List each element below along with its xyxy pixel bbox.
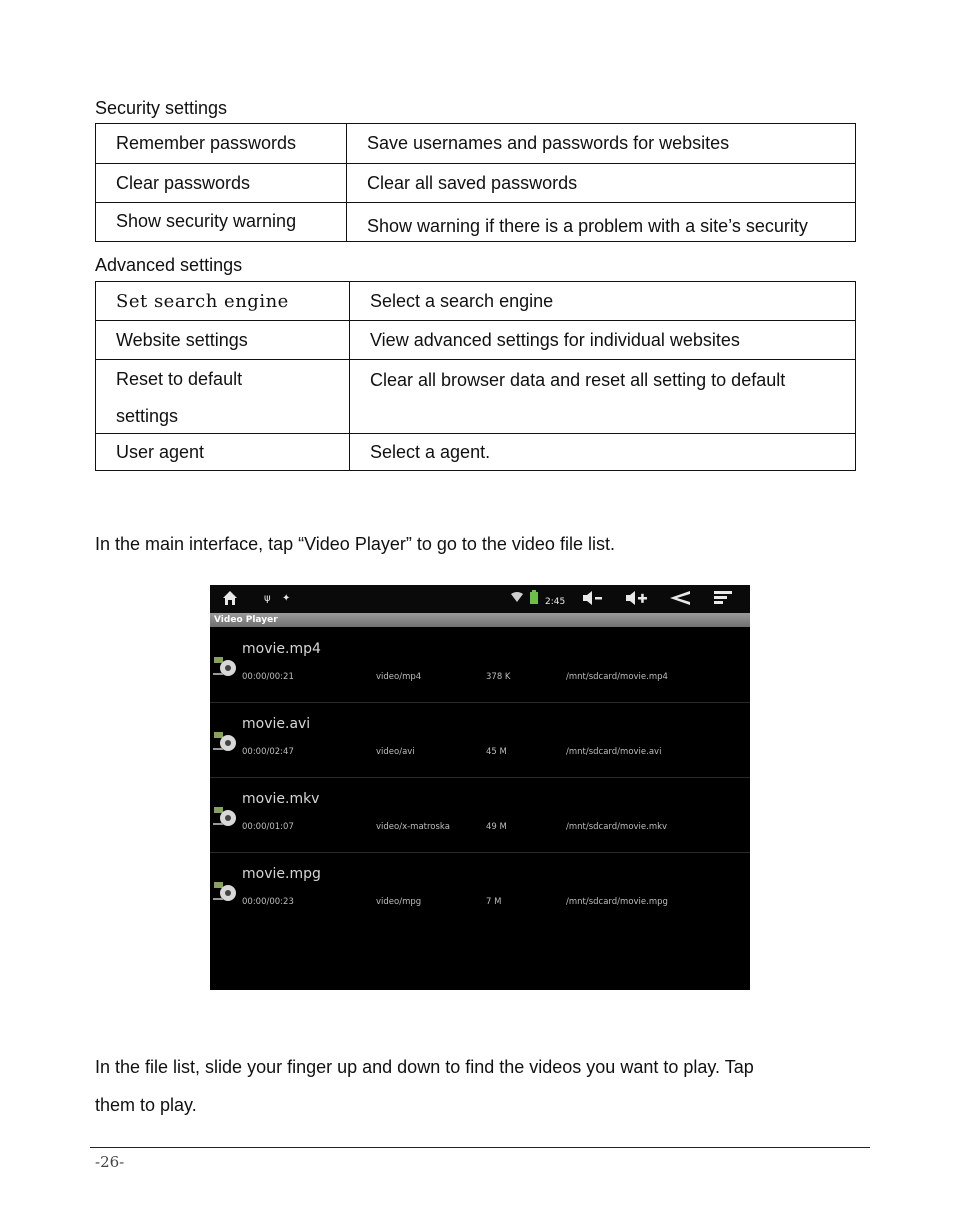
status-time: 2:45 — [545, 597, 566, 607]
video-file-icon — [212, 730, 238, 752]
video-list-item[interactable] — [210, 854, 750, 928]
setting-description: Clear all saved passwords — [347, 164, 856, 203]
battery-icon — [530, 590, 538, 609]
setting-name: User agent — [96, 434, 350, 471]
setting-description: Clear all browser data and reset all setting to default — [350, 360, 856, 434]
instructions-line1: In the file list, slide your finger up and down to find the videos you want to play. Tap — [95, 1057, 754, 1077]
volume-up-icon[interactable] — [625, 590, 649, 611]
video-name: movie.mpg — [242, 866, 321, 882]
video-path: /mnt/sdcard/movie.mpg — [566, 897, 668, 907]
setting-name: Remember passwords — [96, 124, 347, 164]
notification-icon: ✦ — [282, 593, 291, 604]
video-size: 49 M — [486, 822, 507, 832]
usb-icon: ψ — [264, 593, 271, 604]
setting-name-line2: settings — [116, 406, 179, 426]
video-name: movie.avi — [242, 716, 311, 732]
video-path: /mnt/sdcard/movie.mkv — [566, 822, 668, 832]
video-file-icon — [212, 655, 238, 677]
security-settings-heading: Security settings — [95, 98, 228, 118]
setting-name: Website settings — [96, 321, 350, 360]
video-size: 7 M — [486, 897, 502, 907]
video-type: video/mp4 — [376, 672, 422, 682]
advanced-settings-heading: Advanced settings — [95, 255, 243, 275]
video-type: video/x-matroska — [376, 822, 450, 832]
video-file-icon — [212, 880, 238, 902]
video-list-item[interactable] — [210, 779, 750, 853]
video-type: video/avi — [376, 747, 415, 757]
setting-name — [96, 360, 350, 434]
video-type: video/mpg — [376, 897, 422, 907]
setting-name: Show security warning — [96, 203, 347, 242]
advanced-settings-table — [95, 281, 856, 471]
security-settings-table — [95, 123, 856, 242]
video-path: /mnt/sdcard/movie.mp4 — [566, 672, 668, 682]
video-player-screenshot — [210, 585, 750, 990]
table-row — [96, 321, 856, 360]
instructions-line2: them to play. — [95, 1095, 197, 1115]
setting-name-line1: Reset to default — [116, 369, 243, 389]
home-icon[interactable] — [222, 590, 238, 611]
video-path: /mnt/sdcard/movie.avi — [566, 747, 662, 757]
setting-description: Show warning if there is a problem with a site’s security — [347, 203, 856, 242]
setting-description: View advanced settings for individual websites — [350, 321, 856, 360]
table-row — [96, 124, 856, 164]
menu-icon[interactable] — [714, 590, 732, 611]
video-size: 45 M — [486, 747, 507, 757]
app-title-bar: Video Player — [210, 613, 750, 627]
volume-down-icon[interactable] — [582, 590, 604, 611]
back-icon[interactable] — [668, 590, 692, 611]
video-list-item[interactable] — [210, 629, 750, 703]
setting-description: Select a search engine — [350, 282, 856, 321]
video-name: movie.mp4 — [242, 641, 321, 657]
page-number: -26- — [95, 1153, 125, 1171]
setting-description: Select a agent. — [350, 434, 856, 471]
table-row — [96, 282, 856, 321]
setting-name: Clear passwords — [96, 164, 347, 203]
video-name: movie.mkv — [242, 791, 320, 807]
table-row — [96, 203, 856, 242]
table-row — [96, 360, 856, 434]
video-duration: 00:00/00:23 — [242, 897, 294, 907]
table-row — [96, 434, 856, 471]
video-size: 378 K — [486, 672, 511, 682]
status-bar — [210, 585, 750, 613]
video-list-item[interactable] — [210, 704, 750, 778]
wifi-icon — [510, 590, 524, 608]
footer-divider — [90, 1147, 870, 1148]
setting-name: Set search engine — [96, 282, 350, 321]
intro-paragraph: In the main interface, tap “Video Player” to go to the video file list. — [95, 534, 615, 554]
setting-description: Save usernames and passwords for websites — [347, 124, 856, 164]
table-row — [96, 164, 856, 203]
video-duration: 00:00/02:47 — [242, 747, 294, 757]
video-duration: 00:00/01:07 — [242, 822, 294, 832]
video-duration: 00:00/00:21 — [242, 672, 294, 682]
video-file-icon — [212, 805, 238, 827]
